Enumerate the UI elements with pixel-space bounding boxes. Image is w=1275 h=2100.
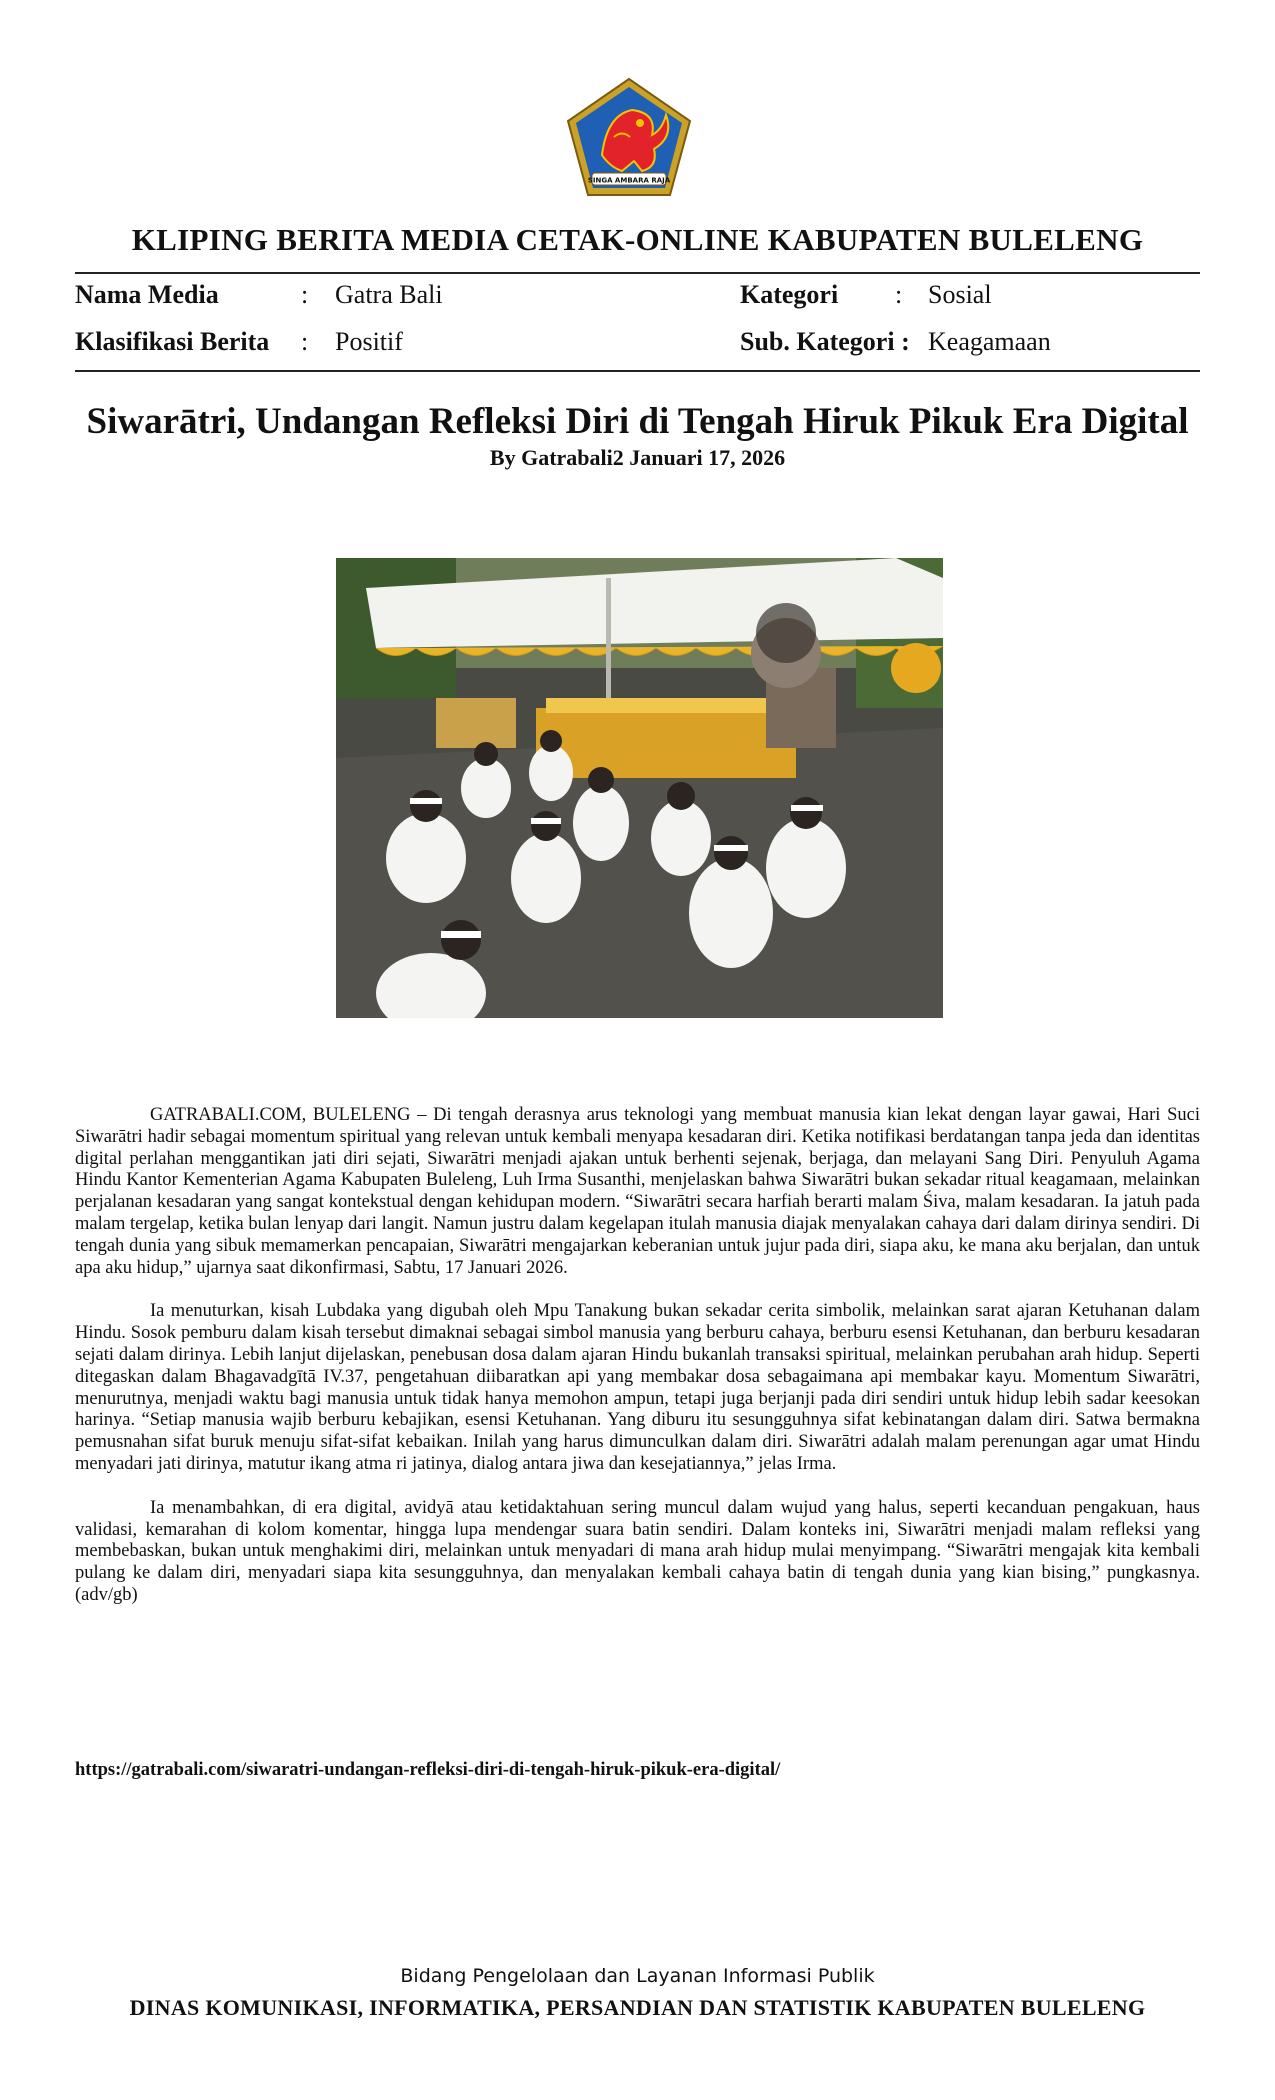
divider bbox=[75, 272, 1200, 274]
article-paragraph: GATRABALI.COM, BULELENG – Di tengah derasnya arus teknologi yang membuat manusia kian lekat dengan layar gawai, Hari Suci Siwarātri hadir sebagai momentum spiritual yang relevan untuk kembali menyapa kesadaran diri. Ketika notifikasi berdatangan tanpa jeda dan identitas digital perlahan menggantikan jati diri sejati, Siwarātri menjadi ajakan untuk berhenti sejenak, berjaga, dan melayani Sang Diri. Penyuluh Agama Hindu Kantor Kementerian Agama Kabupaten Buleleng, Luh Irma Susanthi, menjelaskan bahwa Siwarātri bukan sekadar ritual keagamaan, melainkan perjalanan kesadaran yang sangat kontekstual dengan kehidupan modern. “Siwarātri secara harfiah berarti malam Śiva, malam kesadaran. Ia jatuh pada malam tergelap, ketika bulan lenyap dari langit. Namun justru dalam kegelapan itulah manusia diajak menyalakan cahaya dari dalam dirinya sendiri. Di tengah dunia yang sibuk memamerkan pencapaian, Siwarātri mengajarkan keberanian untuk jujur pada diri, siapa aku, ke mana aku berjalan, dan untuk apa aku hidup,” ujarnya saat dikonfirmasi, Sabtu, 17 Januari 2026. bbox=[75, 1105, 1200, 1278]
subkategori-value: Keagamaan bbox=[928, 327, 1051, 356]
footer-subtitle: Bidang Pengelolaan dan Layanan Informasi Publik bbox=[400, 1965, 875, 1987]
kategori-label: Kategori bbox=[740, 280, 839, 309]
svg-text:SINGA AMBARA RAJA: SINGA AMBARA RAJA bbox=[587, 176, 671, 185]
article-title: Siwarātri, Undangan Refleksi Diri di Tengah Hiruk Pikuk Era Digital bbox=[86, 401, 1189, 442]
singa-ambara-raja-emblem-icon bbox=[562, 75, 696, 199]
source-url-link[interactable]: https://gatrabali.com/siwaratri-undangan-refleksi-diri-di-tengah-hiruk-pikuk-era-digital/ bbox=[75, 1760, 781, 1780]
header-title: KLIPING BERITA MEDIA CETAK-ONLINE KABUPATEN BULELENG bbox=[131, 222, 1144, 257]
colon: : bbox=[895, 280, 903, 309]
media-value: Gatra Bali bbox=[335, 280, 443, 309]
article-body bbox=[75, 1105, 1200, 1629]
article-paragraph: Ia menambahkan, di era digital, avidyā atau ketidaktahuan sering muncul dalam wujud yang halus, seperti kecanduan pengakuan, haus validasi, kemarahan di kolom komentar, hingga lupa mendengar suara batin sendiri. Dalam konteks ini, Siwarātri menjadi malam refleksi yang membebaskan, bukan untuk menghakimi diri, melainkan untuk menyadari di mana arah hidup mulai menyimpang. “Siwarātri mengajak kita kembali pulang ke dalam diri, menyadari siapa kita sesungguhnya, dan menyalakan kembali cahaya batin di tengah dunia yang kian bising,” pungkasnya. (adv/gb) bbox=[75, 1497, 1200, 1605]
subkategori-label: Sub. Kategori : bbox=[740, 327, 910, 356]
article-photo bbox=[336, 558, 943, 1018]
meta-row-media bbox=[75, 280, 1200, 320]
colon: : bbox=[301, 280, 309, 309]
article-paragraph: Ia menuturkan, kisah Lubdaka yang digubah oleh Mpu Tanakung bukan sekadar cerita simbolik, melainkan sarat ajaran Ketuhanan dalam Hindu. Sosok pemburu dalam kisah tersebut dimaknai sebagai simbol manusia yang berburu cahaya, berburu esensi Ketuhanan, dan berburu kesadaran sejati dalam dirinya. Lebih lanjut dijelaskan, penebusan dosa dalam ajaran Hindu bukanlah transaksi spiritual, melainkan perubahan arah hidup. Seperti ditegaskan dalam Bhagavadgītā IV.37, pengetahuan diibaratkan api yang membakar dosa sebagaimana api membakar kayu. Momentum Siwarātri, menurutnya, menjadi waktu bagi manusia untuk tidak hanya memohon ampun, tetapi juga berjanji pada diri sendiri untuk hidup lebih sadar keesokan harinya. “Setiap manusia wajib berburu kebajikan, esensi Ketuhanan. Yang diburu itu sesungguhnya sifat kebinatangan dalam diri. Satwa bermakna pemusnahan sifat buruk menuju sifat-sifat kebaikan. Inilah yang harus dimunculkan dalam diri. Siwarātri adalah malam perenungan agar umat Hindu menyadari jati dirinya, matutur ikang atma ri jatinya, dialog antara jiwa dan kesejatiannya,” jelas Irma. bbox=[75, 1301, 1200, 1474]
media-label: Nama Media bbox=[75, 280, 219, 309]
klasifikasi-label: Klasifikasi Berita bbox=[75, 327, 270, 356]
klasifikasi-value: Positif bbox=[335, 327, 403, 356]
colon: : bbox=[301, 327, 309, 356]
kategori-value: Sosial bbox=[928, 280, 992, 309]
meta-row-klasifikasi bbox=[75, 327, 1200, 367]
article-byline: By Gatrabali2 Januari 17, 2026 bbox=[489, 445, 786, 470]
divider bbox=[75, 370, 1200, 372]
footer-title: DINAS KOMUNIKASI, INFORMATIKA, PERSANDIAN DAN STATISTIK KABUPATEN BULELENG bbox=[129, 1995, 1146, 2020]
